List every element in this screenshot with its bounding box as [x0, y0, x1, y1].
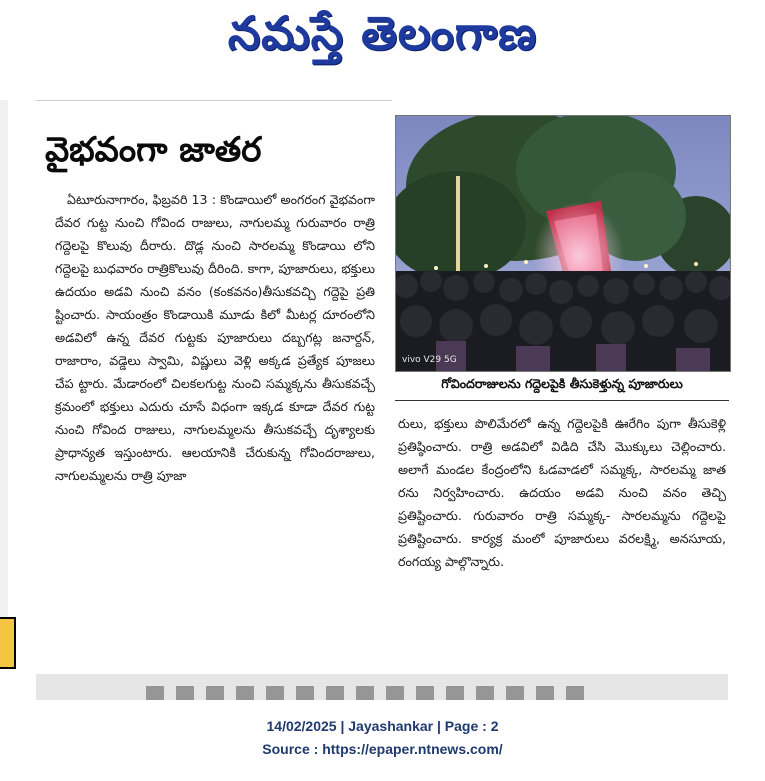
article-body-right-column	[398, 412, 726, 573]
article-paragraph-left: ఏటూరునాగారం, ఫిబ్రవరి 13 : కొండాయిలో అంగరంగ వైభవంగా దేవర గుట్ట నుంచి గోవింద రాజులు, నాగులమ్మ గురువారం రాత్రి గద్దెలపై కొలువు దీరారు. దొడ్ల నుంచి సారలమ్మ కొండాయి లోని గద్దెలపై బుధవారం రాత్రికొలువు దీరింది. కాగా, పూజారులు, భక్తులు ఉదయం అడవి నుంచి వనం (కంకవనం)తీసుకవచ్చి గద్దెపై ప్రతి ష్టించారు. సాయంత్రం కొండాయికి మూడు కిలో మీటర్ల దూరంలోని అడవిలో ఉన్న దేవర గుట్టకు పూజారులు దబ్బగట్ల జనార్దన్, రాజారాం, వడ్డెలు స్వామి, విష్ణులు వెళ్లి అక్కడ ప్రత్యేక పూజలు చేప ట్టారు. మేడారంలో చిలకలగుట్ట నుంచి సమ్మక్కను తీసుకవచ్చే క్రమంలో భక్తులు ఎదురు చూసే విధంగా ఇక్కడ కూడా దేవర గుట్ట నుంచి గోవింద రాజులు, నాగులమ్మలను తీసుకవచ్చే దృశ్యాలకు ప్రాధాన్యత ఇస్తుంటారు. ఆలయానికి చేరుకున్న గోవిందరాజులు, నాగులమ్మలను రాత్రి పూజా	[55, 192, 375, 483]
column-top-rule	[36, 100, 392, 101]
article-headline: వైభవంగా జాతర	[45, 130, 262, 170]
clip-date-edition-page: 14/02/2025 | Jayashankar | Page : 2	[266, 718, 499, 734]
article-paragraph-right: రులు, భక్తులు పొలిమేరలో ఉన్న గద్దెలపైకి ఊరేగిం పుగా తీసుకెళ్లి ప్రతిష్ఠించారు. రాత్రి అడవిలో విడిది చేసి మొక్కులు చెల్లించారు. అలాగే మండల కేంద్రంలోని ఓడవాడలో సమ్మక్క, సారలమ్మ జాత రను నిర్వహించారు. ఉదయం అడవి నుంచి వనం తెచ్చి ప్రతిష్టించారు. గురువారం రాత్రి సమ్మక్క- సారలమ్మను గద్దెలపై ప్రతిష్టించారు. కార్యక్ర మంలో పూజారులు వరలక్ష్మి, అనసూయ, రంగయ్య పాల్గొన్నారు.	[398, 416, 726, 569]
article-body-left-column	[55, 188, 375, 487]
adjacent-column-edge	[0, 100, 8, 660]
cropped-headline-glyphs	[146, 686, 586, 700]
photo-caption: గోవిందరాజులను గద్దెలపైకి తీసుకెళ్తున్న పూజారులు	[395, 370, 729, 401]
next-article-headline-cropped	[36, 674, 728, 700]
masthead-title: నమస్తే తెలంగాణ	[227, 6, 538, 60]
newspaper-masthead	[0, 0, 765, 78]
photo-watermark: vivo V29 5G	[402, 355, 457, 365]
festival-photo	[395, 115, 731, 372]
clip-source-link[interactable]: Source : https://epaper.ntnews.com/	[262, 741, 503, 757]
adjacent-article-tab	[0, 617, 16, 669]
